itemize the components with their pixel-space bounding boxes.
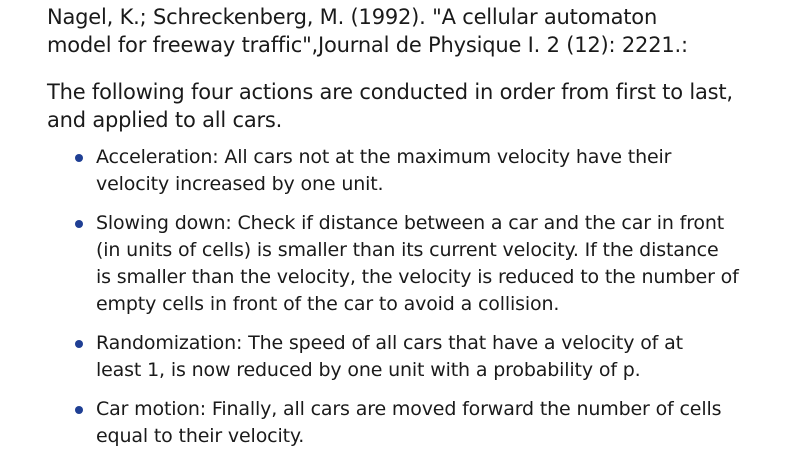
rule-line: Randomization: The speed of all cars that have a velocity of at [96, 332, 683, 354]
bullet-dot-icon [75, 406, 83, 414]
rule-line: (in units of cells) is smaller than its current velocity. If the distance [96, 239, 719, 261]
rule-line: velocity increased by one unit. [96, 173, 384, 195]
rule-line: empty cells in front of the car to avoid a collision. [96, 293, 560, 315]
rule-line: Car motion: Finally, all cars are moved forward the number of cells [96, 398, 722, 420]
rule-line: is smaller than the velocity, the velocity is reduced to the number of [96, 266, 739, 288]
bullet-dot-icon [75, 340, 83, 348]
rule-line: equal to their velocity. [96, 425, 305, 447]
rule-line: Acceleration: All cars not at the maximum velocity have their [96, 146, 672, 168]
rule-car-motion [96, 396, 786, 450]
rule-randomization [96, 330, 786, 384]
rule-line: least 1, is now reduced by one unit with a probability of p. [96, 359, 641, 381]
intro-line: and applied to all cars. [47, 108, 283, 132]
citation-line: Nagel, K.; Schreckenberg, M. (1992). "A cellular automaton [47, 5, 658, 29]
bullet-dot-icon [75, 154, 83, 162]
intro-line: The following four actions are conducted in order from first to last, [47, 80, 733, 104]
citation-line: model for freeway traffic",Journal de Physique I. 2 (12): 2221.: [47, 33, 688, 57]
rule-acceleration [96, 144, 786, 198]
rule-line: Slowing down: Check if distance between a car and the car in front [96, 212, 725, 234]
bullet-dot-icon [75, 220, 83, 228]
rule-slowing-down [96, 210, 786, 318]
